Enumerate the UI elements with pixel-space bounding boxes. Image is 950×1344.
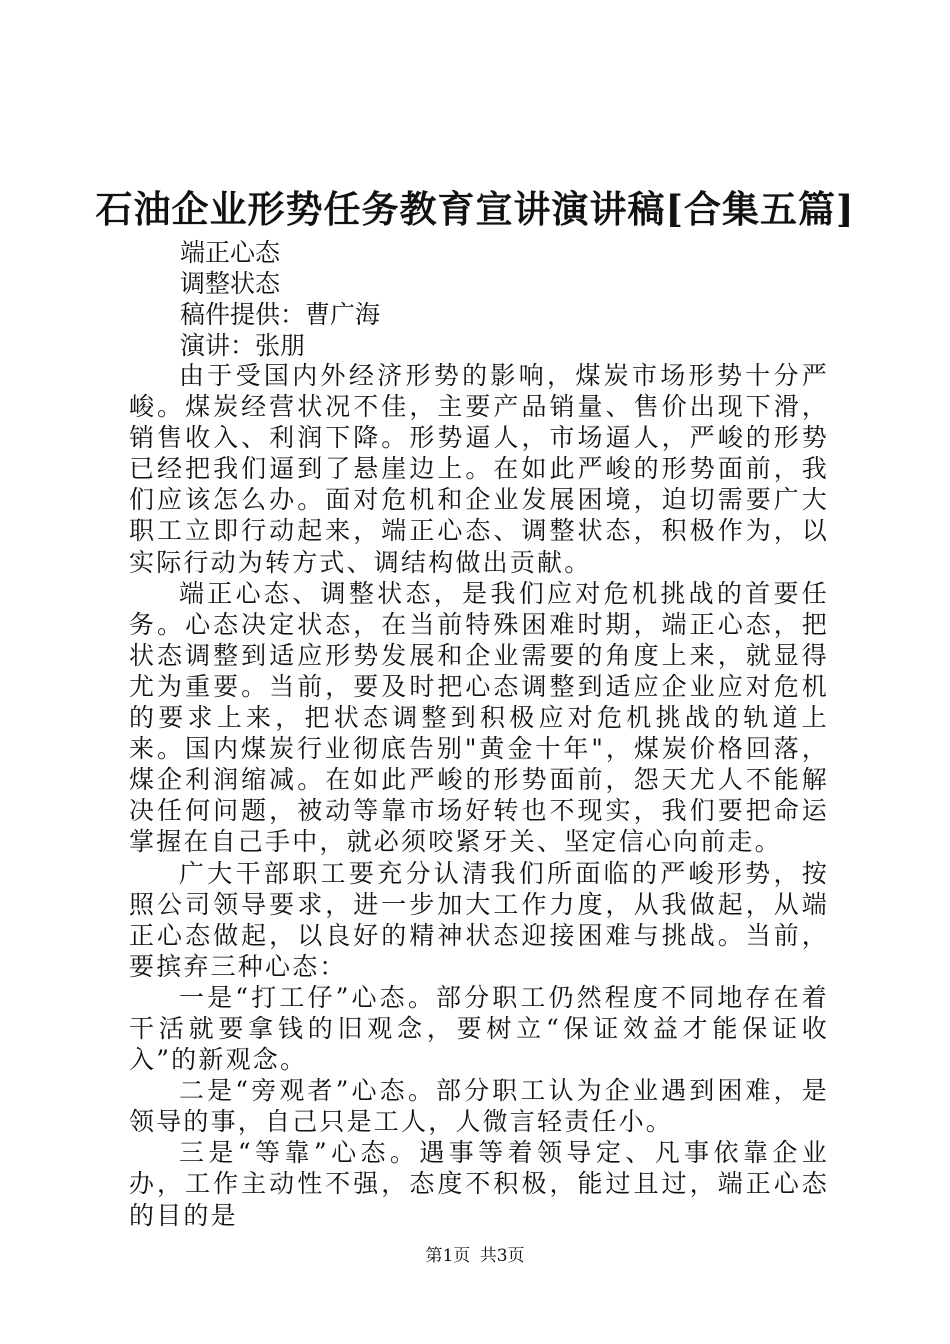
page-footer [0,1245,950,1267]
body-paragraph: 广大干部职工要充分认清我们所面临的严峻形势，按照公司领导要求，进一步加大工作力度，从我做起，从端正心态做起，以良好的精神状态迎接困难与挑战。当前，要摈弃三种心态： [129,858,829,981]
document-body [129,360,829,1231]
body-paragraph: 二是“旁观者”心态。部分职工认为企业遇到困难，是领导的事，自己只是工人，人微言轻责任小。 [129,1076,829,1137]
body-paragraph: 端正心态、调整状态，是我们应对危机挑战的首要任务。心态决定状态，在当前特殊困难时期，端正心态，把状态调整到适应形势发展和企业需要的角度上来，就显得尤为重要。当前，要及时把心态调整到适应企业应对危机的要求上来，把状态调整到积极应对危机挑战的轨道上来。国内煤炭行业彻底告别"黄金十年"，煤炭价格回落，煤企利润缩减。在如此严峻的形势面前，怨天尤人不能解决任何问题，被动等靠市场好转也不现实，我们要把命运掌握在自己手中，就必须咬紧牙关、坚定信心向前走。 [129,578,829,857]
page-total: 共3页 [479,1246,525,1266]
meta-line-contributor: 稿件提供：曹广海 [180,300,381,329]
document-title: 石油企业形势任务教育宣讲演讲稿[合集五篇] [95,187,855,231]
page-number: 第1页 [425,1246,471,1266]
meta-line-speaker: 演讲：张朋 [180,331,306,360]
body-paragraph: 一是“打工仔”心态。部分职工仍然程度不同地存在着干活就要拿钱的旧观念，要树立“保证效益才能保证收入”的新观念。 [129,982,829,1075]
body-paragraph: 由于受国内外经济形势的影响，煤炭市场形势十分严峻。煤炭经营状况不佳，主要产品销量、售价出现下滑，销售收入、利润下降。形势逼人，市场逼人，严峻的形势已经把我们逼到了悬崖边上。在如此严峻的形势面前，我们应该怎么办。面对危机和企业发展困境，迫切需要广大职工立即行动起来，端正心态、调整状态，积极作为，以实际行动为转方式、调结构做出贡献。 [129,361,829,577]
meta-line-topic: 端正心态 [180,238,281,267]
document-meta [180,237,820,361]
meta-line-subtopic: 调整状态 [180,269,281,298]
body-paragraph: 三是“等靠”心态。遇事等着领导定、凡事依靠企业办，工作主动性不强，态度不积极，能过且过，端正心态的目的是 [129,1138,829,1230]
